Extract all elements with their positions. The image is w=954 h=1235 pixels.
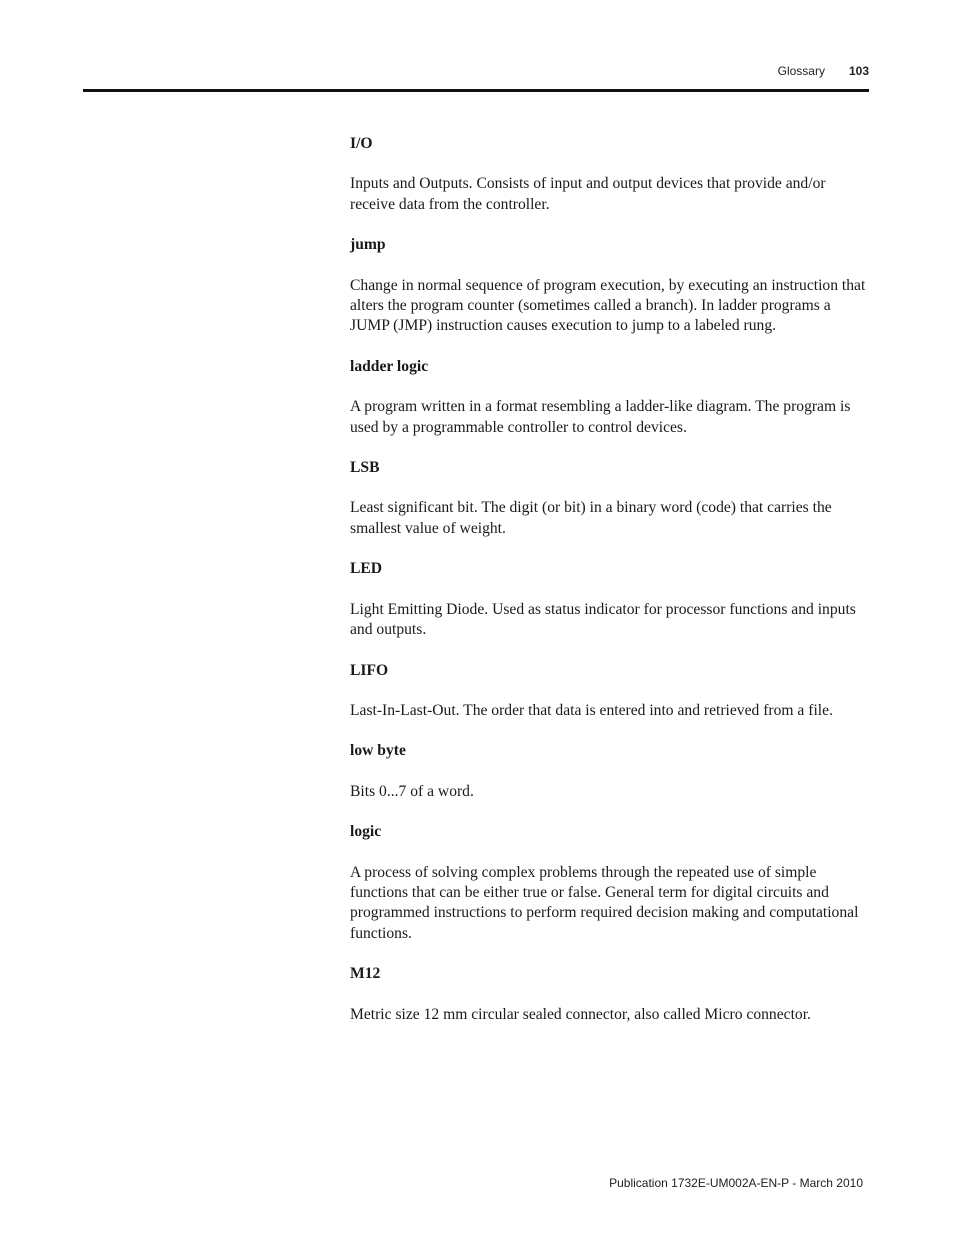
glossary-term: LSB (350, 459, 380, 477)
glossary-definition: A program written in a format resembling a ladder-like diagram. The program is used by a programmable controller to control devices. (350, 398, 851, 436)
glossary-definition: Metric size 12 mm circular sealed connector, also called Micro connector. (350, 1005, 811, 1023)
page-number: 103 (848, 64, 869, 78)
glossary-term: M12 (350, 965, 381, 983)
glossary-term: jump (350, 236, 386, 254)
glossary-definition: Bits 0...7 of a word. (350, 782, 474, 800)
glossary-term: ladder logic (350, 357, 429, 375)
section-title: Glossary (777, 64, 825, 78)
glossary-definition: Change in normal sequence of program execution, by executing an instruction that alters the program counter (sometimes called a branch). In ladder programs a JUMP (JMP) instruction causes execution to jump to a labeled rung. (350, 276, 866, 335)
glossary-entry-led (350, 559, 872, 640)
glossary-entry-logic (350, 822, 872, 944)
glossary-term: logic (350, 823, 382, 841)
glossary-entry-m12 (350, 964, 872, 1025)
glossary-entry-io (350, 134, 872, 215)
header-rule (83, 89, 869, 92)
glossary-term: I/O (350, 135, 373, 152)
glossary-entry-lsb (350, 458, 872, 539)
glossary-definition: Light Emitting Diode. Used as status indicator for processor functions and inputs and outputs. (350, 600, 856, 639)
glossary-entry-ladder-logic (350, 357, 872, 438)
glossary-definition: Least significant bit. The digit (or bit) in a binary word (code) that carries the smallest value of weight. (350, 499, 832, 537)
glossary-term: low byte (350, 742, 406, 760)
glossary-content (350, 134, 872, 1045)
glossary-entry-lifo (350, 661, 872, 722)
glossary-entry-jump (350, 235, 872, 337)
page-header (778, 64, 869, 78)
glossary-definition: A process of solving complex problems through the repeated use of simple functions that can be either true or false. General term for digital circuits and programmed instructions to perform required decision making and computational functions. (350, 863, 859, 942)
glossary-term: LIFO (350, 661, 389, 679)
glossary-term: LED (350, 560, 383, 578)
glossary-definition: Last-In-Last-Out. The order that data is entered into and retrieved from a file. (350, 701, 833, 719)
publication-footer: Publication 1732E-UM002A-EN-P - March 2010 (609, 1176, 863, 1190)
glossary-definition: Inputs and Outputs. Consists of input and output devices that provide and/or receive data from the controller. (350, 175, 826, 213)
glossary-entry-low-byte (350, 741, 872, 802)
